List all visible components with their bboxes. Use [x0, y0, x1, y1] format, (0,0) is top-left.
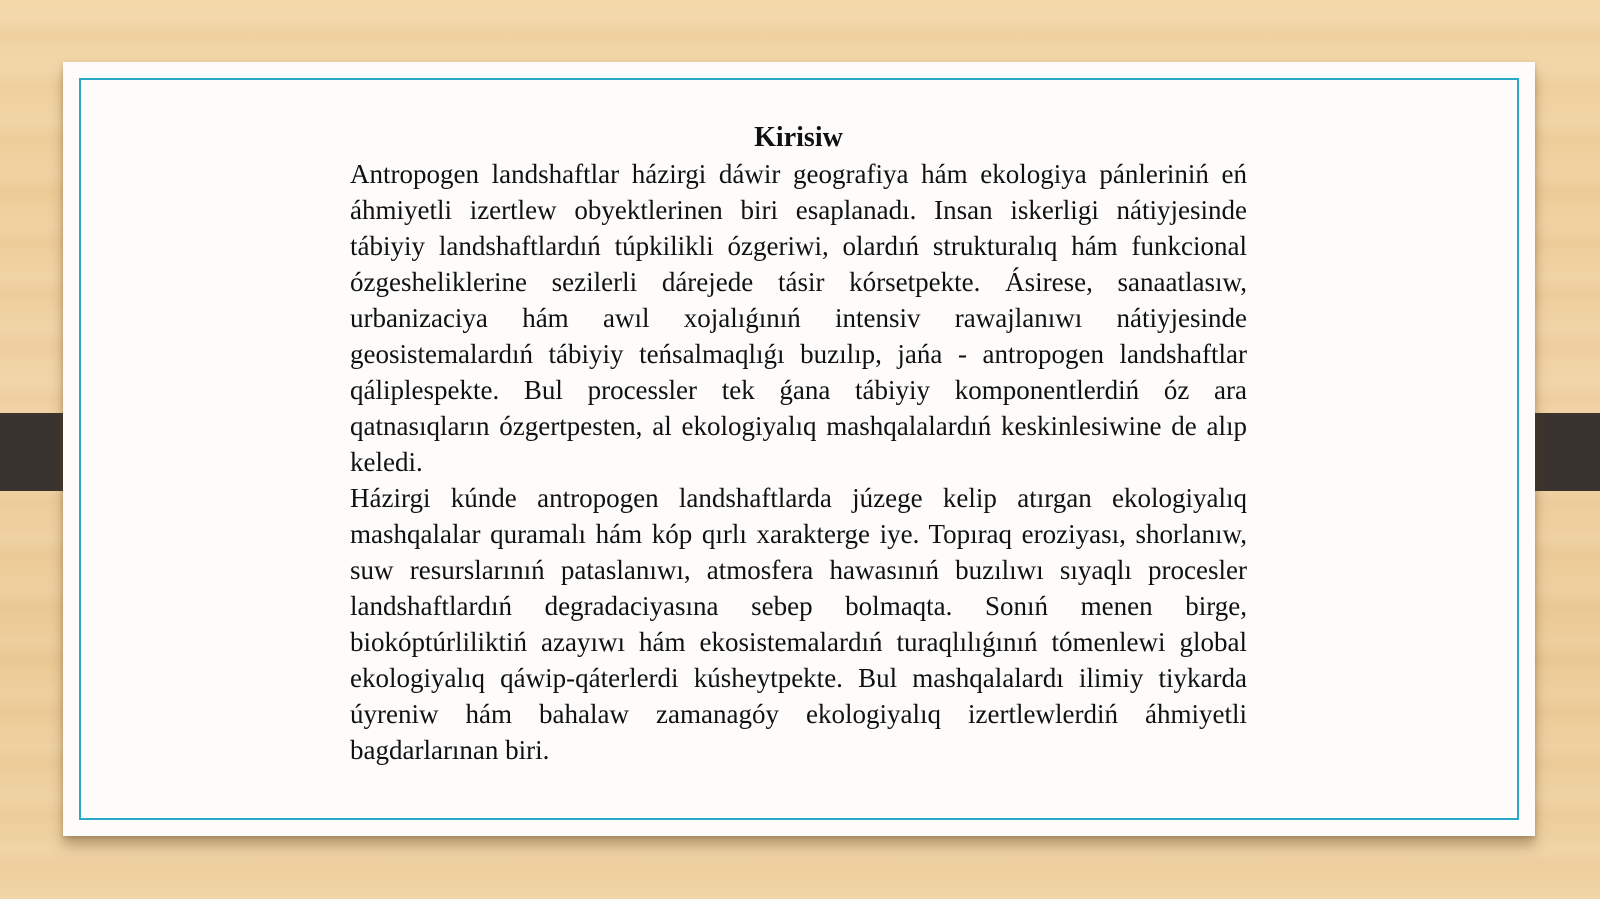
paragraph-1: Antropogen landshaftlar házirgi dáwir geografiya hám ekologiya pánleriniń eń áhmiyetli izertlew obyektlerinen biri esaplanadı. Insan iskerligi nátiyjesinde tábiyiy landshaftlardıń túpkilikli ózgeriwi, olardıń strukturalıq hám funkcional ózgesheliklerine sezilerli dárejede tásir kórsetpekte. Ásirese, sanaatlasıw, urbanizaciya hám awıl xojalıǵınıń intensiv rawajlanıwı nátiyjesinde geosistemalardıń tábiyiy teńsalmaqlıǵı buzılıp, jańa - antropogen landshaftlar qáliplespekte. Bul processler tek ǵana tábiyiy komponentlerdiń óz ara qatnasıqların ózgertpesten, al ekologiyalıq mashqalalardıń keskinlesiwine de alıp keledi. — [350, 159, 1247, 477]
slide-title: Kirisiw — [754, 122, 843, 153]
slide-content — [350, 120, 1247, 768]
paragraph-2: Házirgi kúnde antropogen landshaftlarda júzege kelip atırgan ekologiyalıq mashqalalar quramalı hám kóp qırlı xarakterge iye. Topıraq eroziyası, shorlanıw, suw resurslarınıń pataslanıwı, atmosfera hawasınıń buzılıwı sıyaqlı procesler landshaftlardıń degradaciyasına sebep bolmaqta. Sonıń menen birge, biokóptúrliliktiń azayıwı hám ekosistemalardıń turaqlılıǵınıń tómenlewi global ekologiyalıq qáwip-qáterlerdi kúsheytpekte. Bul mashqalalardı ilimiy tiykarda úyreniw hám bahalaw zamanagóy ekologiyalıq izertlewlerdiń áhmiyetli bagdarlarınan biri. — [350, 483, 1247, 765]
slide-paper — [63, 62, 1535, 836]
